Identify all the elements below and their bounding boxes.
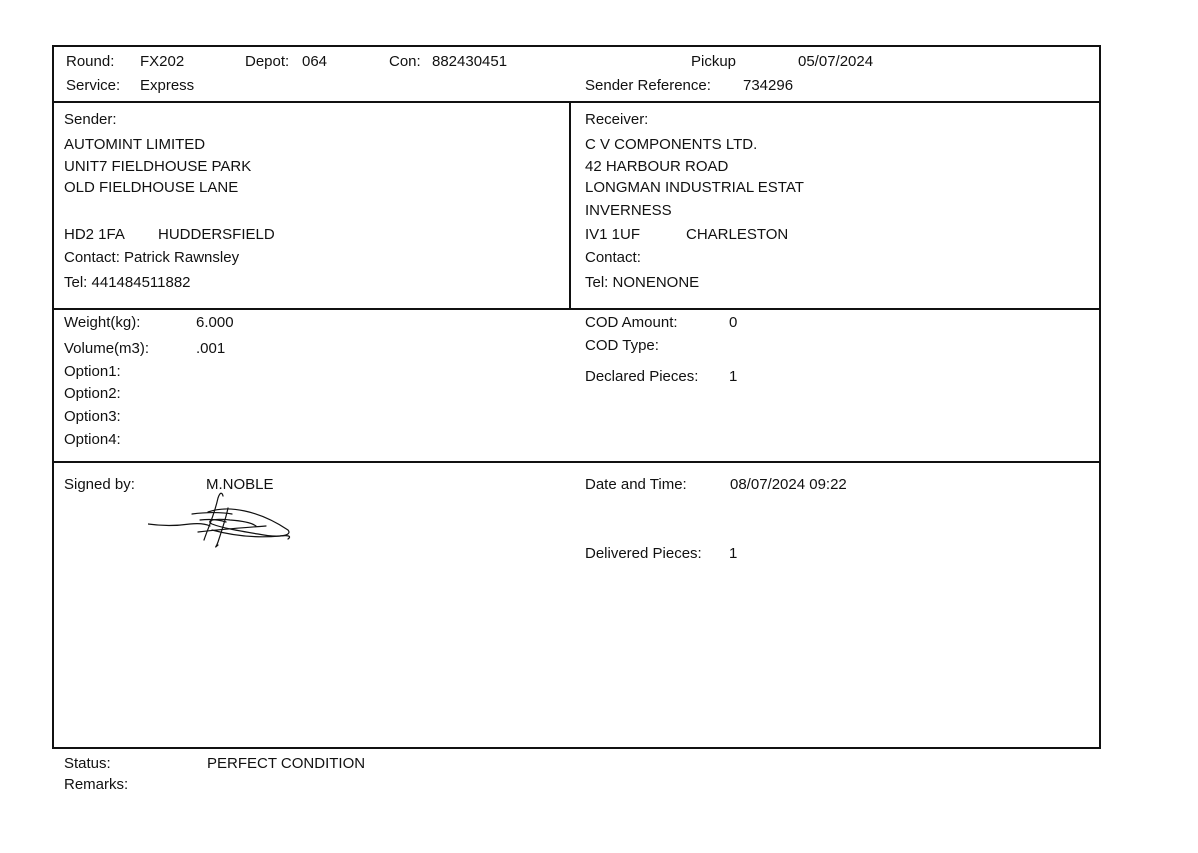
signed-by-value: M.NOBLE	[206, 476, 274, 493]
receiver-address-line3: INVERNESS	[585, 202, 672, 219]
weight-label: Weight(kg):	[64, 314, 141, 331]
con-value: 882430451	[432, 53, 508, 70]
date-time-label: Date and Time:	[585, 476, 687, 493]
status-value: PERFECT CONDITION	[207, 755, 366, 772]
pickup-label: Pickup	[691, 53, 737, 70]
option1-label: Option1:	[64, 363, 121, 380]
sender-name: AUTOMINT LIMITED	[64, 136, 206, 153]
signature-image	[148, 490, 293, 550]
address-column-divider	[569, 101, 571, 308]
receiver-address-line1: 42 HARBOUR ROAD	[585, 158, 729, 175]
depot-label: Depot:	[245, 53, 290, 70]
volume-value: .001	[196, 340, 226, 357]
remarks-label: Remarks:	[64, 776, 129, 793]
option3-label: Option3:	[64, 408, 121, 425]
declared-pieces-value: 1	[729, 368, 738, 385]
sender-address-line2: OLD FIELDHOUSE LANE	[64, 179, 239, 196]
option4-label: Option4:	[64, 431, 121, 448]
service-label: Service:	[66, 77, 121, 94]
details-divider	[54, 461, 1099, 463]
round-value: FX202	[140, 53, 185, 70]
cod-type-label: COD Type:	[585, 337, 659, 354]
weight-value: 6.000	[196, 314, 234, 331]
delivery-record-frame	[52, 45, 1101, 749]
date-time-value: 08/07/2024 09:22	[730, 476, 847, 493]
sender-postcode: HD2 1FA	[64, 226, 125, 243]
sender-reference-value: 734296	[743, 77, 794, 94]
sender-heading: Sender:	[64, 111, 117, 128]
receiver-name: C V COMPONENTS LTD.	[585, 136, 758, 153]
status-label: Status:	[64, 755, 111, 772]
sender-contact: Contact: Patrick Rawnsley	[64, 249, 240, 266]
receiver-heading: Receiver:	[585, 111, 649, 128]
sender-tel: Tel: 441484511882	[64, 274, 191, 291]
service-value: Express	[140, 77, 195, 94]
receiver-address-line2: LONGMAN INDUSTRIAL ESTAT	[585, 179, 804, 196]
receiver-town: CHARLESTON	[686, 226, 789, 243]
round-label: Round:	[66, 53, 115, 70]
header-divider	[54, 101, 1099, 103]
receiver-postcode: IV1 1UF	[585, 226, 641, 243]
sender-reference-label: Sender Reference:	[585, 77, 711, 94]
depot-value: 064	[302, 53, 328, 70]
receiver-contact: Contact:	[585, 249, 641, 266]
signed-by-label: Signed by:	[64, 476, 135, 493]
volume-label: Volume(m3):	[64, 340, 150, 357]
address-divider	[54, 308, 1099, 310]
receiver-tel: Tel: NONENONE	[585, 274, 700, 291]
option2-label: Option2:	[64, 385, 121, 402]
cod-amount-value: 0	[729, 314, 738, 331]
cod-amount-label: COD Amount:	[585, 314, 678, 331]
delivered-pieces-label: Delivered Pieces:	[585, 545, 702, 562]
con-label: Con:	[389, 53, 421, 70]
delivered-pieces-value: 1	[729, 545, 738, 562]
sender-address-line1: UNIT7 FIELDHOUSE PARK	[64, 158, 252, 175]
pickup-date: 05/07/2024	[798, 53, 874, 70]
sender-town: HUDDERSFIELD	[158, 226, 275, 243]
declared-pieces-label: Declared Pieces:	[585, 368, 699, 385]
